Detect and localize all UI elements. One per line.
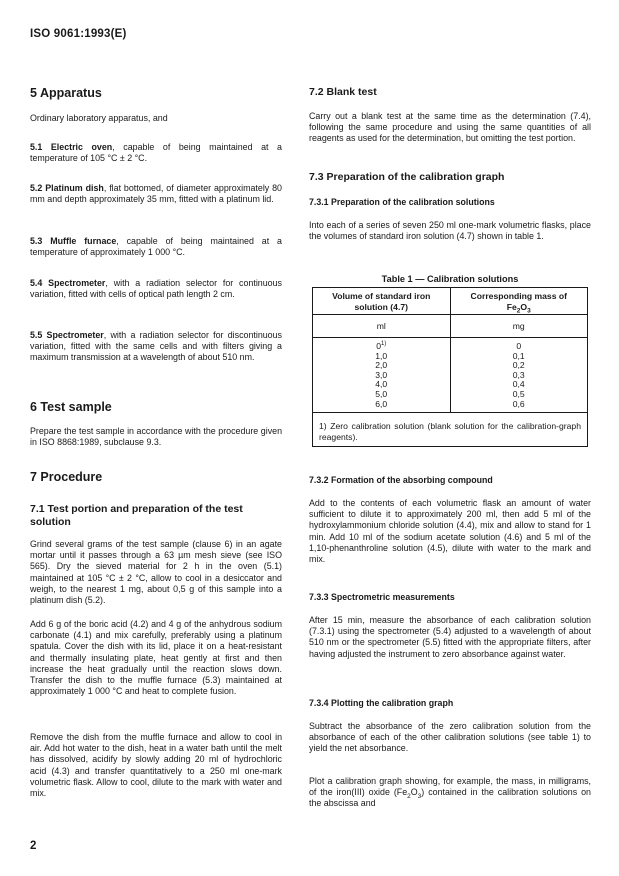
table-1-caption: Table 1 — Calibration solutions [381,274,519,284]
table-cell: 0,4 [512,379,525,390]
table-cell: 2,0 [375,360,388,371]
table-cell: 0$^{1)}$ [376,341,387,351]
table-cell: 5,0 [375,388,388,399]
unit-ml: ml [313,315,451,338]
section-6-title: 6 Test sample [30,400,112,414]
clause-5-4 [30,278,282,300]
volume-values [313,338,451,413]
clause-5-5 [30,330,282,364]
clause-7-3-1-title: 7.3.1 Preparation of the calibration solutions [309,197,495,207]
clause-5-2-text: , flat bottomed, of diameter approximately 80 mm and depth approximately 35 mm, fitted with a platinum lid. [30,183,282,205]
clause-7-1-para-3: Remove the dish from the muffle furnace and allow to cool in air. Add hot water to the dish, heat in a water bath until the melt has dissolved, acidify by slowly adding 20 ml of hydrochloric acid (4.3) and transfer quantitatively to a 250 ml one-mark volumetric flask. Allow to cool, dilute to the mark with water and mix. [30,732,282,799]
table-cell: 3,0 [375,369,388,380]
clause-7-1-title: 7.1 Test portion and preparation of the test solution [30,503,243,528]
clause-5-5-text: , with a radiation selector for discontinuous variation, fitted with the same cells and with filters giving a maximum transmission at a wavelength of about 510 nm. [30,330,282,363]
clause-5-1-label: 5.1 Electric oven [30,142,113,152]
clause-5-1 [30,142,282,164]
clause-7-3-4-title: 7.3.4 Plotting the calibration graph [309,698,454,708]
clause-7-3-2-title: 7.3.2 Formation of the absorbing compound [309,475,493,485]
clause-7-1-para-2: Add 6 g of the boric acid (4.2) and 4 g of the anhydrous sodium carbonate (4.1) and mix carefully, preferably using a platinum spatula. Cover the dish with its lid, place it on a heat-resistant and thermally insulating plate, heat gently at first and then increase the heat gradually until the reaction slows down. Transfer the dish to the muffle furnace (5.3) maintained at approximately 1 000 °C and heat to complete fusion. [30,619,282,697]
calibration-table [312,287,588,447]
clause-7-3-2-text: Add to the contents of each volumetric flask an amount of water sufficient to dilute it to approximately 200 ml, then add 5 ml of the hydroxylammonium chloride solution (4.4), mix and allow to stand for 1 min. Add 10 ml of the sodium acetate solution (4.6) and 5 ml of the 1,10-phenanthroline solution (4.5), dilute with water to the mark and mix. [309,498,591,565]
clause-5-2 [30,183,282,205]
table-header-volume: Volume of standard iron solution (4.7) [313,288,451,315]
table-cell: 0 [516,341,522,351]
clause-5-4-text: , with a radiation selector for continuous variation, fitted with cells of optical path length 2 cm. [30,278,282,300]
clause-5-1-text: , capable of being maintained at a temperature of 105 °C ± 2 °C. [30,142,282,164]
table-cell: 0,6 [512,398,525,409]
clause-7-2-title: 7.2 Blank test [309,86,377,98]
table-cell: 0,3 [512,369,525,380]
table-cell: 4,0 [375,379,388,390]
clause-7-3-1-text: Into each of a series of seven 250 ml one-mark volumetric flasks, place the volumes of standard iron solution (4.7) shown in table 1. [309,220,591,242]
table-header-mass: Corresponding mass of $Fe_2O_3$ [450,288,588,315]
clause-5-4-label: 5.4 Spectrometer [30,278,106,288]
clause-7-1-para-1: Grind several grams of the test sample (clause 6) in an agate mortar until it passes through a 63 µm mesh sieve (see ISO 565). Dry the sieved material for 2 h in the oven (5.1) maintained at 105 °C ± 2 °C, allow to cool in a desiccator and weigh, to the nearest 1 mg, about 0,5 g of this sample into a platinum dish (5.2). [30,539,282,606]
document-header: ISO 9061:1993(E) [30,28,127,40]
section-7-title: 7 Procedure [30,470,103,484]
table-cell: 0,1 [512,350,525,361]
table-cell: 1,0 [375,350,388,361]
unit-mg: mg [450,315,588,338]
mass-values [450,338,588,413]
table-cell: 0,5 [512,388,525,399]
clause-7-3-4-para-1: Subtract the absorbance of the zero calibration solution from the absorbance of each of the other calibration solutions (see table 1) to yield the net absorbance. [309,721,591,754]
clause-5-3-text: , capable of being maintained at a temperature of approximately 1 000 °C. [30,236,282,258]
clause-7-3-3-text: After 15 min, measure the absorbance of each calibration solution (7.3.1) using the spectrometer (5.4) adjusted to a wavelength of about 510 nm or the spectrometer (5.5) fitted with the appropriate filters, after having adjusted the instrument to zero absorbance against water. [309,615,591,659]
clause-7-3-title: 7.3 Preparation of the calibration graph [309,171,505,183]
table-cell: 6,0 [375,398,388,409]
section-5-title: 5 Apparatus [30,86,102,100]
clause-7-2-text: Carry out a blank test at the same time as the determination (7.4), following the same procedure and using the same quantities of all reagents as used for the determination, but omitting the test portion. [309,111,591,144]
clause-5-2-label: 5.2 Platinum dish [30,183,104,193]
table-cell: 0,2 [512,360,525,371]
page-number: 2 [30,840,37,852]
section-6-text: Prepare the test sample in accordance with the procedure given in ISO 8868:1989, subclause 9.3. [30,426,282,448]
section-5-intro: Ordinary laboratory apparatus, and [30,113,168,123]
clause-5-3 [30,236,282,258]
clause-7-3-4-para-2: Plot a calibration graph showing, for example, the mass, in milligrams, of the iron(III) oxide $(Fe_2O_3)$ contained in the calibration solutions on the abscissa and [309,776,591,809]
clause-7-3-3-title: 7.3.3 Spectrometric measurements [309,592,455,602]
clause-5-3-label: 5.3 Muffle furnace [30,236,117,246]
table-footnote: 1) Zero calibration solution (blank solution for the calibration-graph reagents). [313,413,588,447]
clause-5-5-label: 5.5 Spectrometer [30,330,104,340]
